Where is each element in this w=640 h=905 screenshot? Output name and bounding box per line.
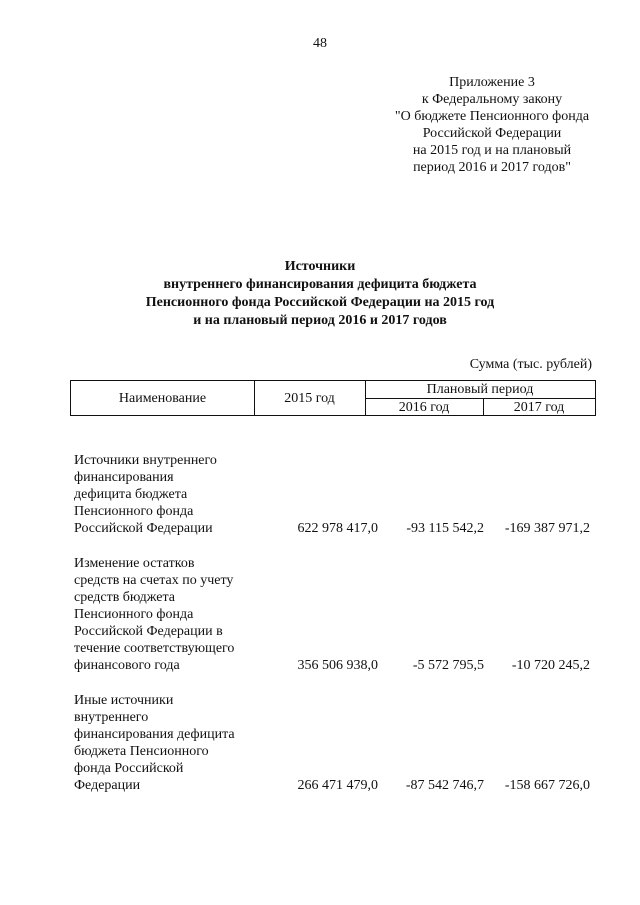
value-2016: -87 542 746,7 xyxy=(405,778,484,793)
value-2017: -169 387 971,2 xyxy=(504,521,590,536)
table-row xyxy=(0,555,640,674)
appendix-line: период 2016 и 2017 годов" xyxy=(413,160,571,175)
appendix-line: Приложение 3 xyxy=(449,75,535,90)
row-name-line: средств бюджета xyxy=(74,590,176,605)
appendix-line: на 2015 год и на плановый xyxy=(412,143,572,158)
header-name: Наименование xyxy=(118,391,207,406)
value-2015: 266 471 479,0 xyxy=(297,778,378,793)
table-row xyxy=(0,452,640,537)
row-name-line: финансового года xyxy=(74,658,180,673)
row-name-line: Иные источники xyxy=(74,693,174,708)
row-name-line: Пенсионного фонда xyxy=(74,504,194,519)
document-title xyxy=(0,258,640,330)
header-2017: 2017 год xyxy=(513,400,565,415)
title-line: Источники xyxy=(284,259,356,274)
header-planned-period: Плановый период xyxy=(426,382,534,397)
appendix-line: Российской Федерации xyxy=(422,126,562,141)
value-2015: 622 978 417,0 xyxy=(297,521,378,536)
appendix-line: к Федеральному закону xyxy=(421,92,563,107)
row-name xyxy=(74,555,264,674)
table-row xyxy=(0,692,640,794)
title-line: Пенсионного фонда Российской Федерации на 2015 год xyxy=(145,295,495,310)
table-header xyxy=(70,380,596,416)
row-name-line: Пенсионного фонда xyxy=(74,607,194,622)
row-name-line: Российской Федерации в xyxy=(74,624,223,639)
row-name-line: внутреннего xyxy=(74,710,149,725)
page-number: 48 xyxy=(313,36,327,51)
header-2015: 2015 год xyxy=(284,391,335,406)
row-name-line: Источники внутреннего xyxy=(74,453,217,468)
row-name-line: Российской Федерации xyxy=(74,521,213,536)
title-line: внутреннего финансирования дефицита бюджета xyxy=(163,277,477,292)
row-name-line: течение соответствующего xyxy=(74,641,235,656)
row-name-line: финансирования xyxy=(74,470,174,485)
row-name-line: бюджета Пенсионного xyxy=(74,744,209,759)
value-2017: -158 667 726,0 xyxy=(504,778,590,793)
value-2016: -5 572 795,5 xyxy=(412,658,484,673)
header-divider xyxy=(365,398,595,399)
value-2016: -93 115 542,2 xyxy=(406,521,484,536)
row-name-line: дефицита бюджета xyxy=(74,487,188,502)
row-name-line: финансирования дефицита xyxy=(74,727,235,742)
value-2017: -10 720 245,2 xyxy=(511,658,590,673)
value-2015: 356 506 938,0 xyxy=(297,658,378,673)
row-name-line: фонда Российской xyxy=(74,761,184,776)
row-name-line: Изменение остатков xyxy=(74,556,195,571)
unit-label: Сумма (тыс. рублей) xyxy=(469,357,592,372)
appendix-block xyxy=(372,74,612,176)
row-name xyxy=(74,452,264,537)
row-name-line: средств на счетах по учету xyxy=(74,573,234,588)
title-line: и на плановый период 2016 и 2017 годов xyxy=(193,313,447,328)
row-name-line: Федерации xyxy=(74,778,141,793)
header-2016: 2016 год xyxy=(398,400,450,415)
row-name xyxy=(74,692,264,794)
appendix-line: "О бюджете Пенсионного фонда xyxy=(394,109,590,124)
